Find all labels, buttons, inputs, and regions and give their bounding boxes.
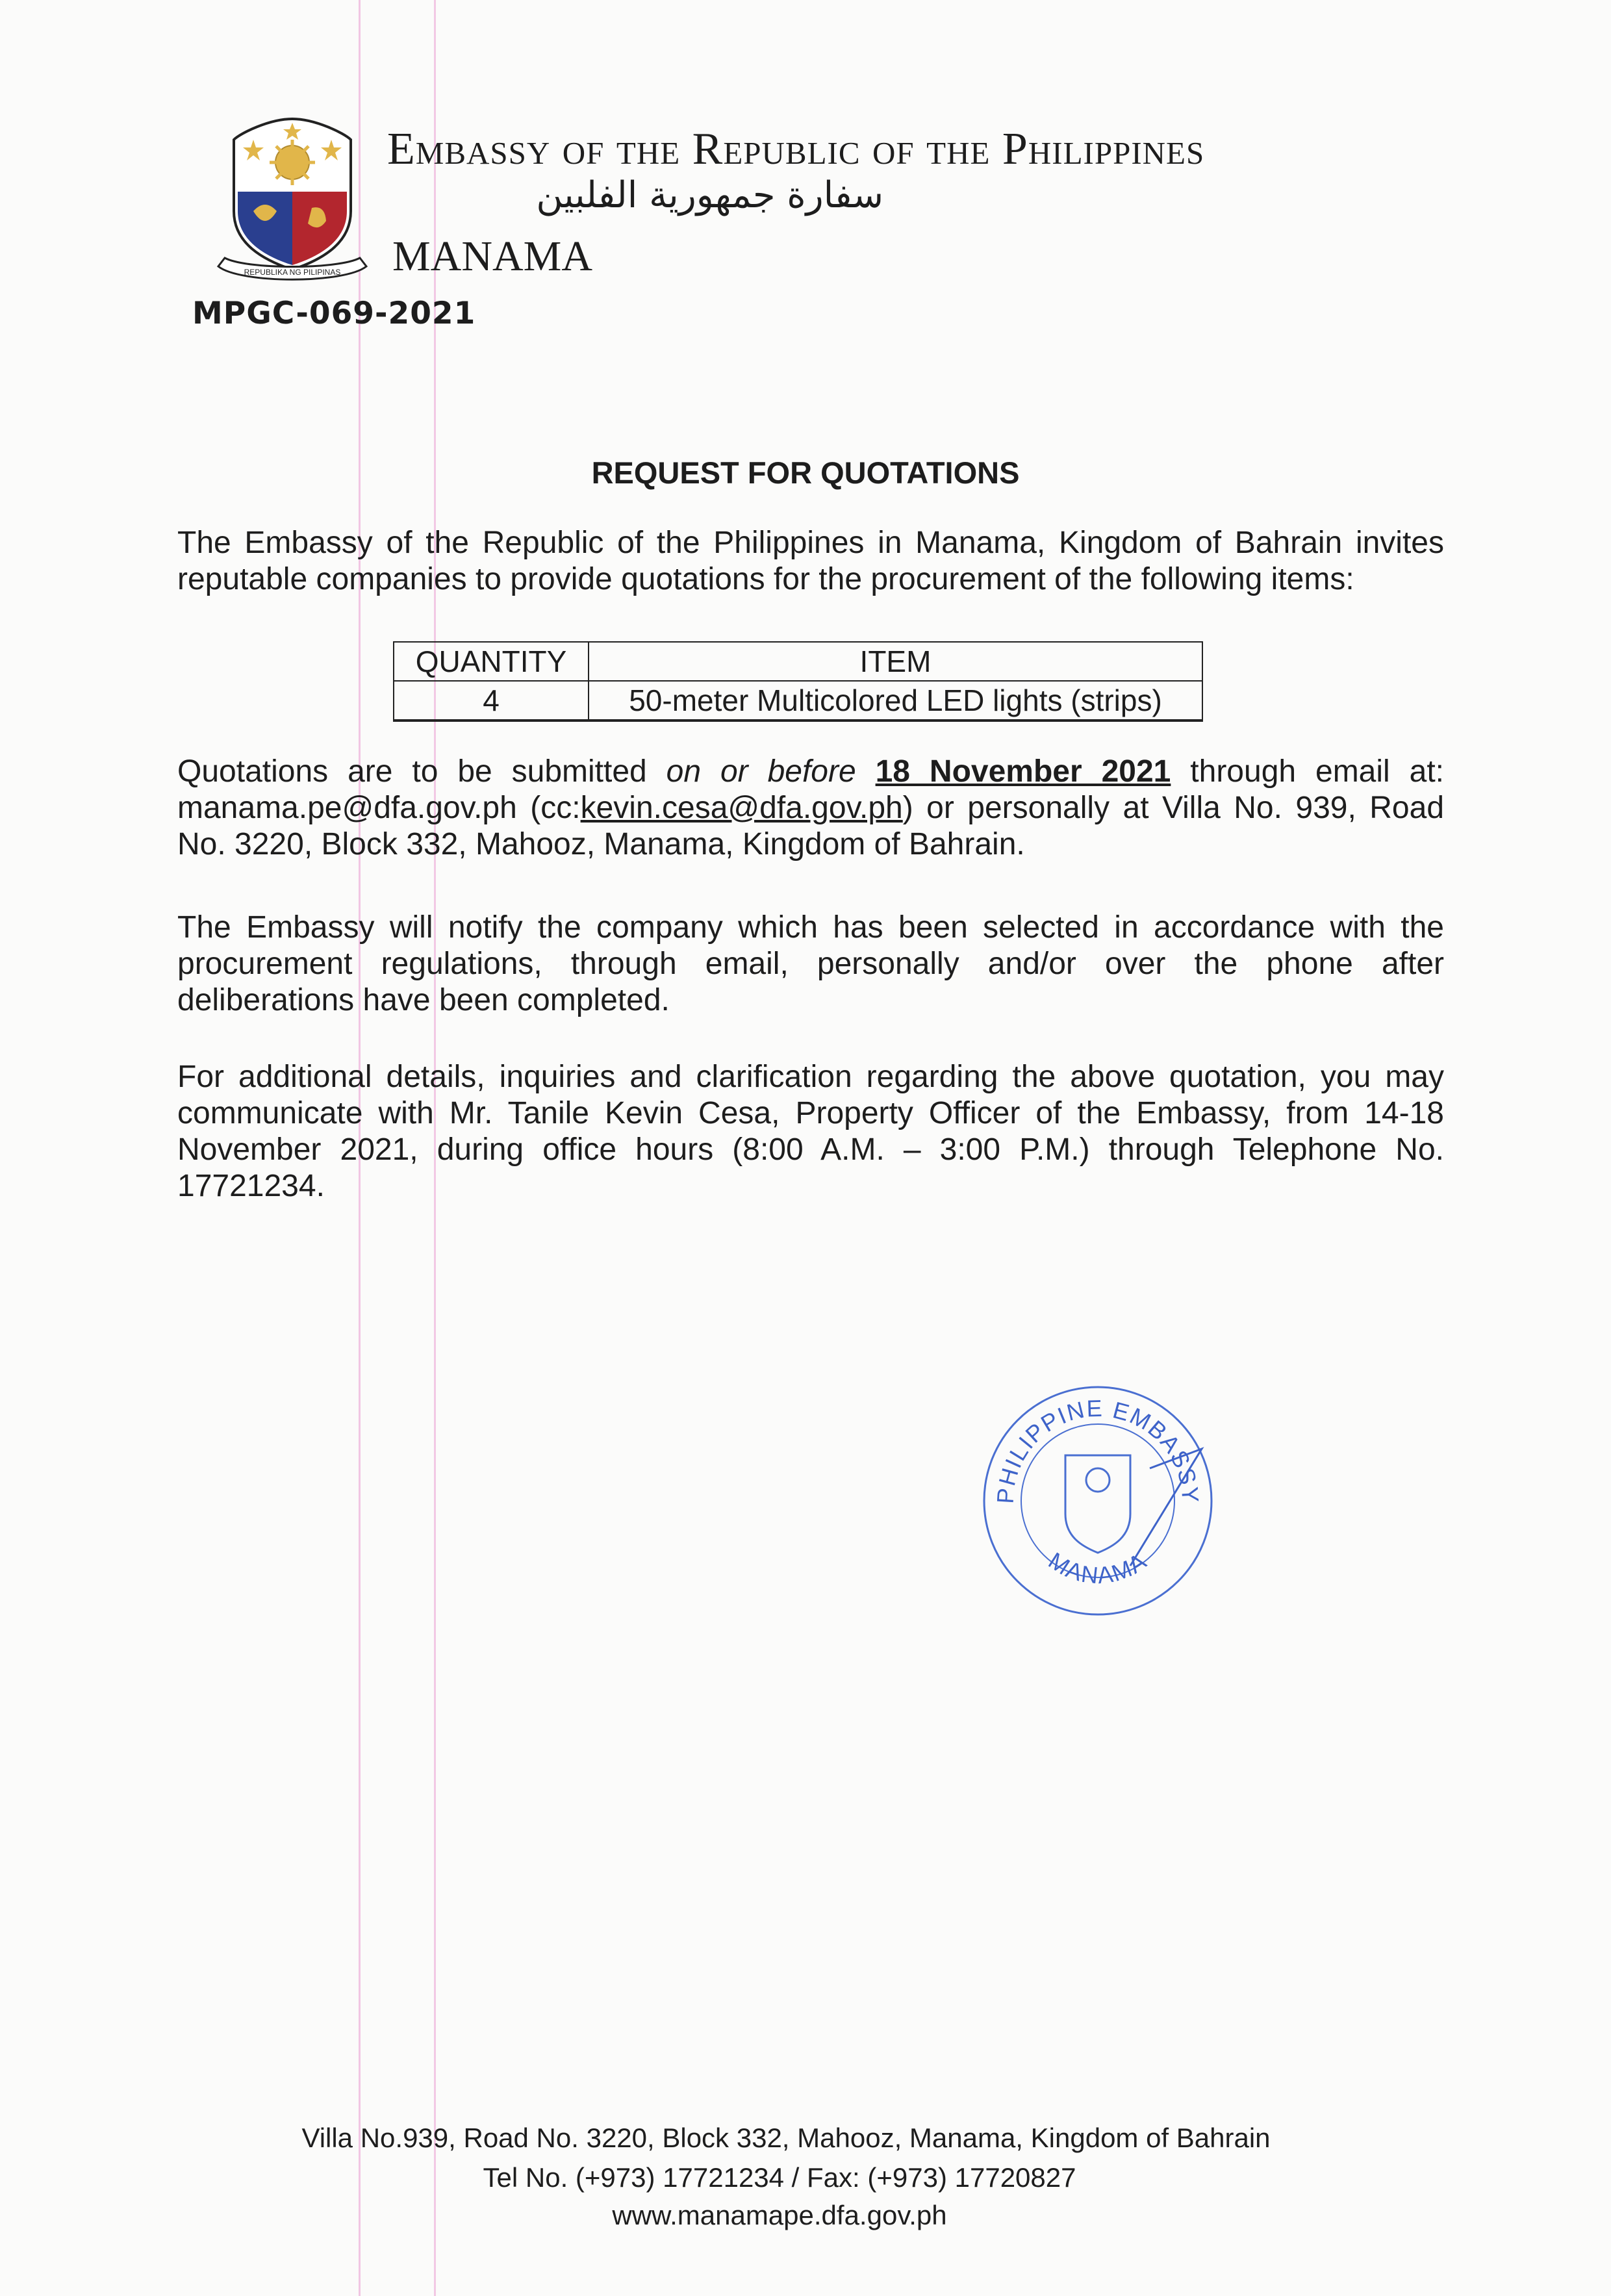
submission-lead: Quotations are to be submitted xyxy=(177,754,647,789)
embassy-stamp xyxy=(968,1371,1228,1631)
submission-email[interactable]: manama.pe@dfa.gov.ph xyxy=(177,791,517,825)
cc-open: (cc: xyxy=(530,791,581,825)
footer-address: Villa No.939, Road No. 3220, Block 332, Mahooz, Manama, Kingdom of Bahrain xyxy=(301,2123,1271,2153)
header-quantity: QUANTITY xyxy=(394,642,589,681)
row-item: 50-meter Multicolored LED lights (strips) xyxy=(589,681,1202,721)
embassy-name: Embassy of the Republic of the Philippines xyxy=(387,124,1205,174)
submission-address: or personally at Villa No. 939, Road No. 3220, Block 332, Mahooz, Manama, Kingdom of Bahrain. xyxy=(177,791,1445,861)
embassy-name-arabic: سفارة جمهورية الفلبين xyxy=(536,174,883,216)
items-table xyxy=(393,641,1203,722)
row-quantity: 4 xyxy=(394,681,589,721)
footer-contact: Tel No. (+973) 17721234 / Fax: (+973) 17720827 xyxy=(483,2162,1076,2193)
stamp-shield-icon xyxy=(1065,1455,1130,1553)
submission-deadline: 18 November 2021 xyxy=(875,754,1171,789)
coat-of-arms-icon xyxy=(214,114,370,283)
intro-paragraph: The Embassy of the Republic of the Philippines in Manama, Kingdom of Bahrain invites reputable companies to provide quotations for the procurement of the following items: xyxy=(177,526,1444,596)
document-title: REQUEST FOR QUOTATIONS xyxy=(591,455,1020,490)
contact-paragraph: For additional details, inquiries and clarification regarding the above quotation, you may communicate with Mr. Tanile Kevin Cesa, Property Officer of the Embassy, from 14-18 November 2021, during office hours (8:00 A.M. – 3:00 P.M.) through Telephone No. 17721234. xyxy=(177,1060,1444,1203)
table-header-row xyxy=(394,642,1202,681)
header-item: ITEM xyxy=(589,642,1202,681)
table-row xyxy=(394,681,1202,721)
footer-website[interactable]: www.manamape.dfa.gov.ph xyxy=(612,2200,947,2230)
submission-paragraph xyxy=(177,754,1444,863)
embassy-city: MANAMA xyxy=(392,233,593,280)
notification-paragraph: The Embassy will notify the company which has been selected in accordance with the procurement regulations, through email, personally and/or over the phone after deliberations have been completed. xyxy=(177,910,1444,1017)
reference-number: MPGC-069-2021 xyxy=(192,296,476,331)
stamp-top-text: PHILIPPINE EMBASSY xyxy=(991,1394,1204,1505)
seal-banner: REPUBLIKA NG PILIPINAS xyxy=(244,268,341,277)
stamp-bottom-text: MANAMA xyxy=(1043,1546,1152,1589)
submission-after-deadline: through email at: xyxy=(1190,754,1444,789)
submission-qualifier: on or before xyxy=(666,754,856,789)
cc-email-link[interactable]: kevin.cesa@dfa.gov.ph xyxy=(580,791,903,825)
cc-close: ) xyxy=(902,791,913,825)
